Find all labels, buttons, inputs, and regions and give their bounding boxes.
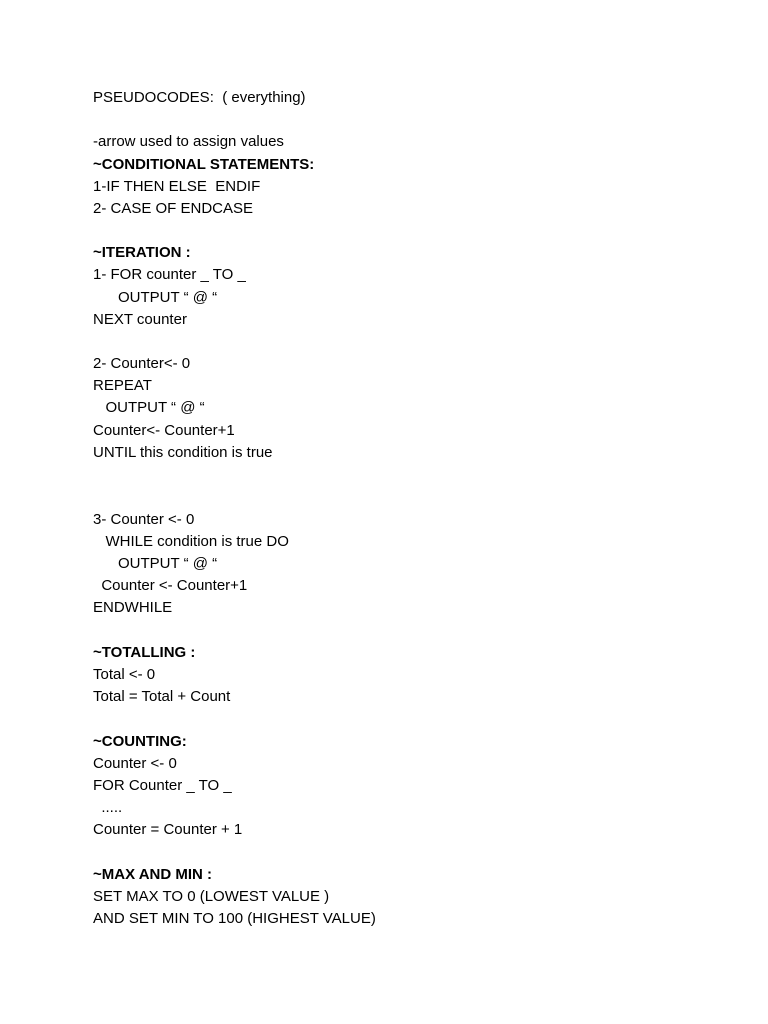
for-loop-line: OUTPUT “ @ “ xyxy=(93,289,218,306)
totalling-line: Total <- 0 xyxy=(93,666,156,683)
counting-line: ..... xyxy=(93,799,123,816)
counting-line: FOR Counter _ TO _ xyxy=(93,777,232,794)
intro-note: -arrow used to assign values xyxy=(93,133,284,150)
conditional-line: 2- CASE OF ENDCASE xyxy=(93,200,254,217)
max-min-line: SET MAX TO 0 (LOWEST VALUE ) xyxy=(93,888,330,905)
repeat-loop-line: Counter<- Counter+1 xyxy=(93,422,235,439)
counting-line: Counter <- 0 xyxy=(93,755,177,772)
repeat-loop-line: OUTPUT “ @ “ xyxy=(93,399,205,416)
counting-line: Counter = Counter + 1 xyxy=(93,821,243,838)
for-loop-line: 1- FOR counter _ TO _ xyxy=(93,266,246,283)
conditional-line: 1-IF THEN ELSE ENDIF xyxy=(93,178,261,195)
counting-heading: ~COUNTING: xyxy=(93,733,187,750)
repeat-loop-line: REPEAT xyxy=(93,377,152,394)
while-loop-line: WHILE condition is true DO xyxy=(93,533,289,550)
document-title: PSEUDOCODES: ( everything) xyxy=(93,89,306,106)
for-loop-line: NEXT counter xyxy=(93,311,187,328)
while-loop-line: 3- Counter <- 0 xyxy=(93,511,195,528)
while-loop-line: ENDWHILE xyxy=(93,599,173,616)
totalling-heading: ~TOTALLING : xyxy=(93,644,196,661)
max-min-line: AND SET MIN TO 100 (HIGHEST VALUE) xyxy=(93,910,376,927)
max-min-heading: ~MAX AND MIN : xyxy=(93,866,213,883)
while-loop-line: Counter <- Counter+1 xyxy=(93,577,248,594)
while-loop-line: OUTPUT “ @ “ xyxy=(93,555,218,572)
iteration-heading: ~ITERATION : xyxy=(93,244,191,261)
repeat-loop-line: UNTIL this condition is true xyxy=(93,444,273,461)
totalling-line: Total = Total + Count xyxy=(93,688,231,705)
repeat-loop-line: 2- Counter<- 0 xyxy=(93,355,191,372)
conditional-heading: ~CONDITIONAL STATEMENTS: xyxy=(93,156,315,173)
